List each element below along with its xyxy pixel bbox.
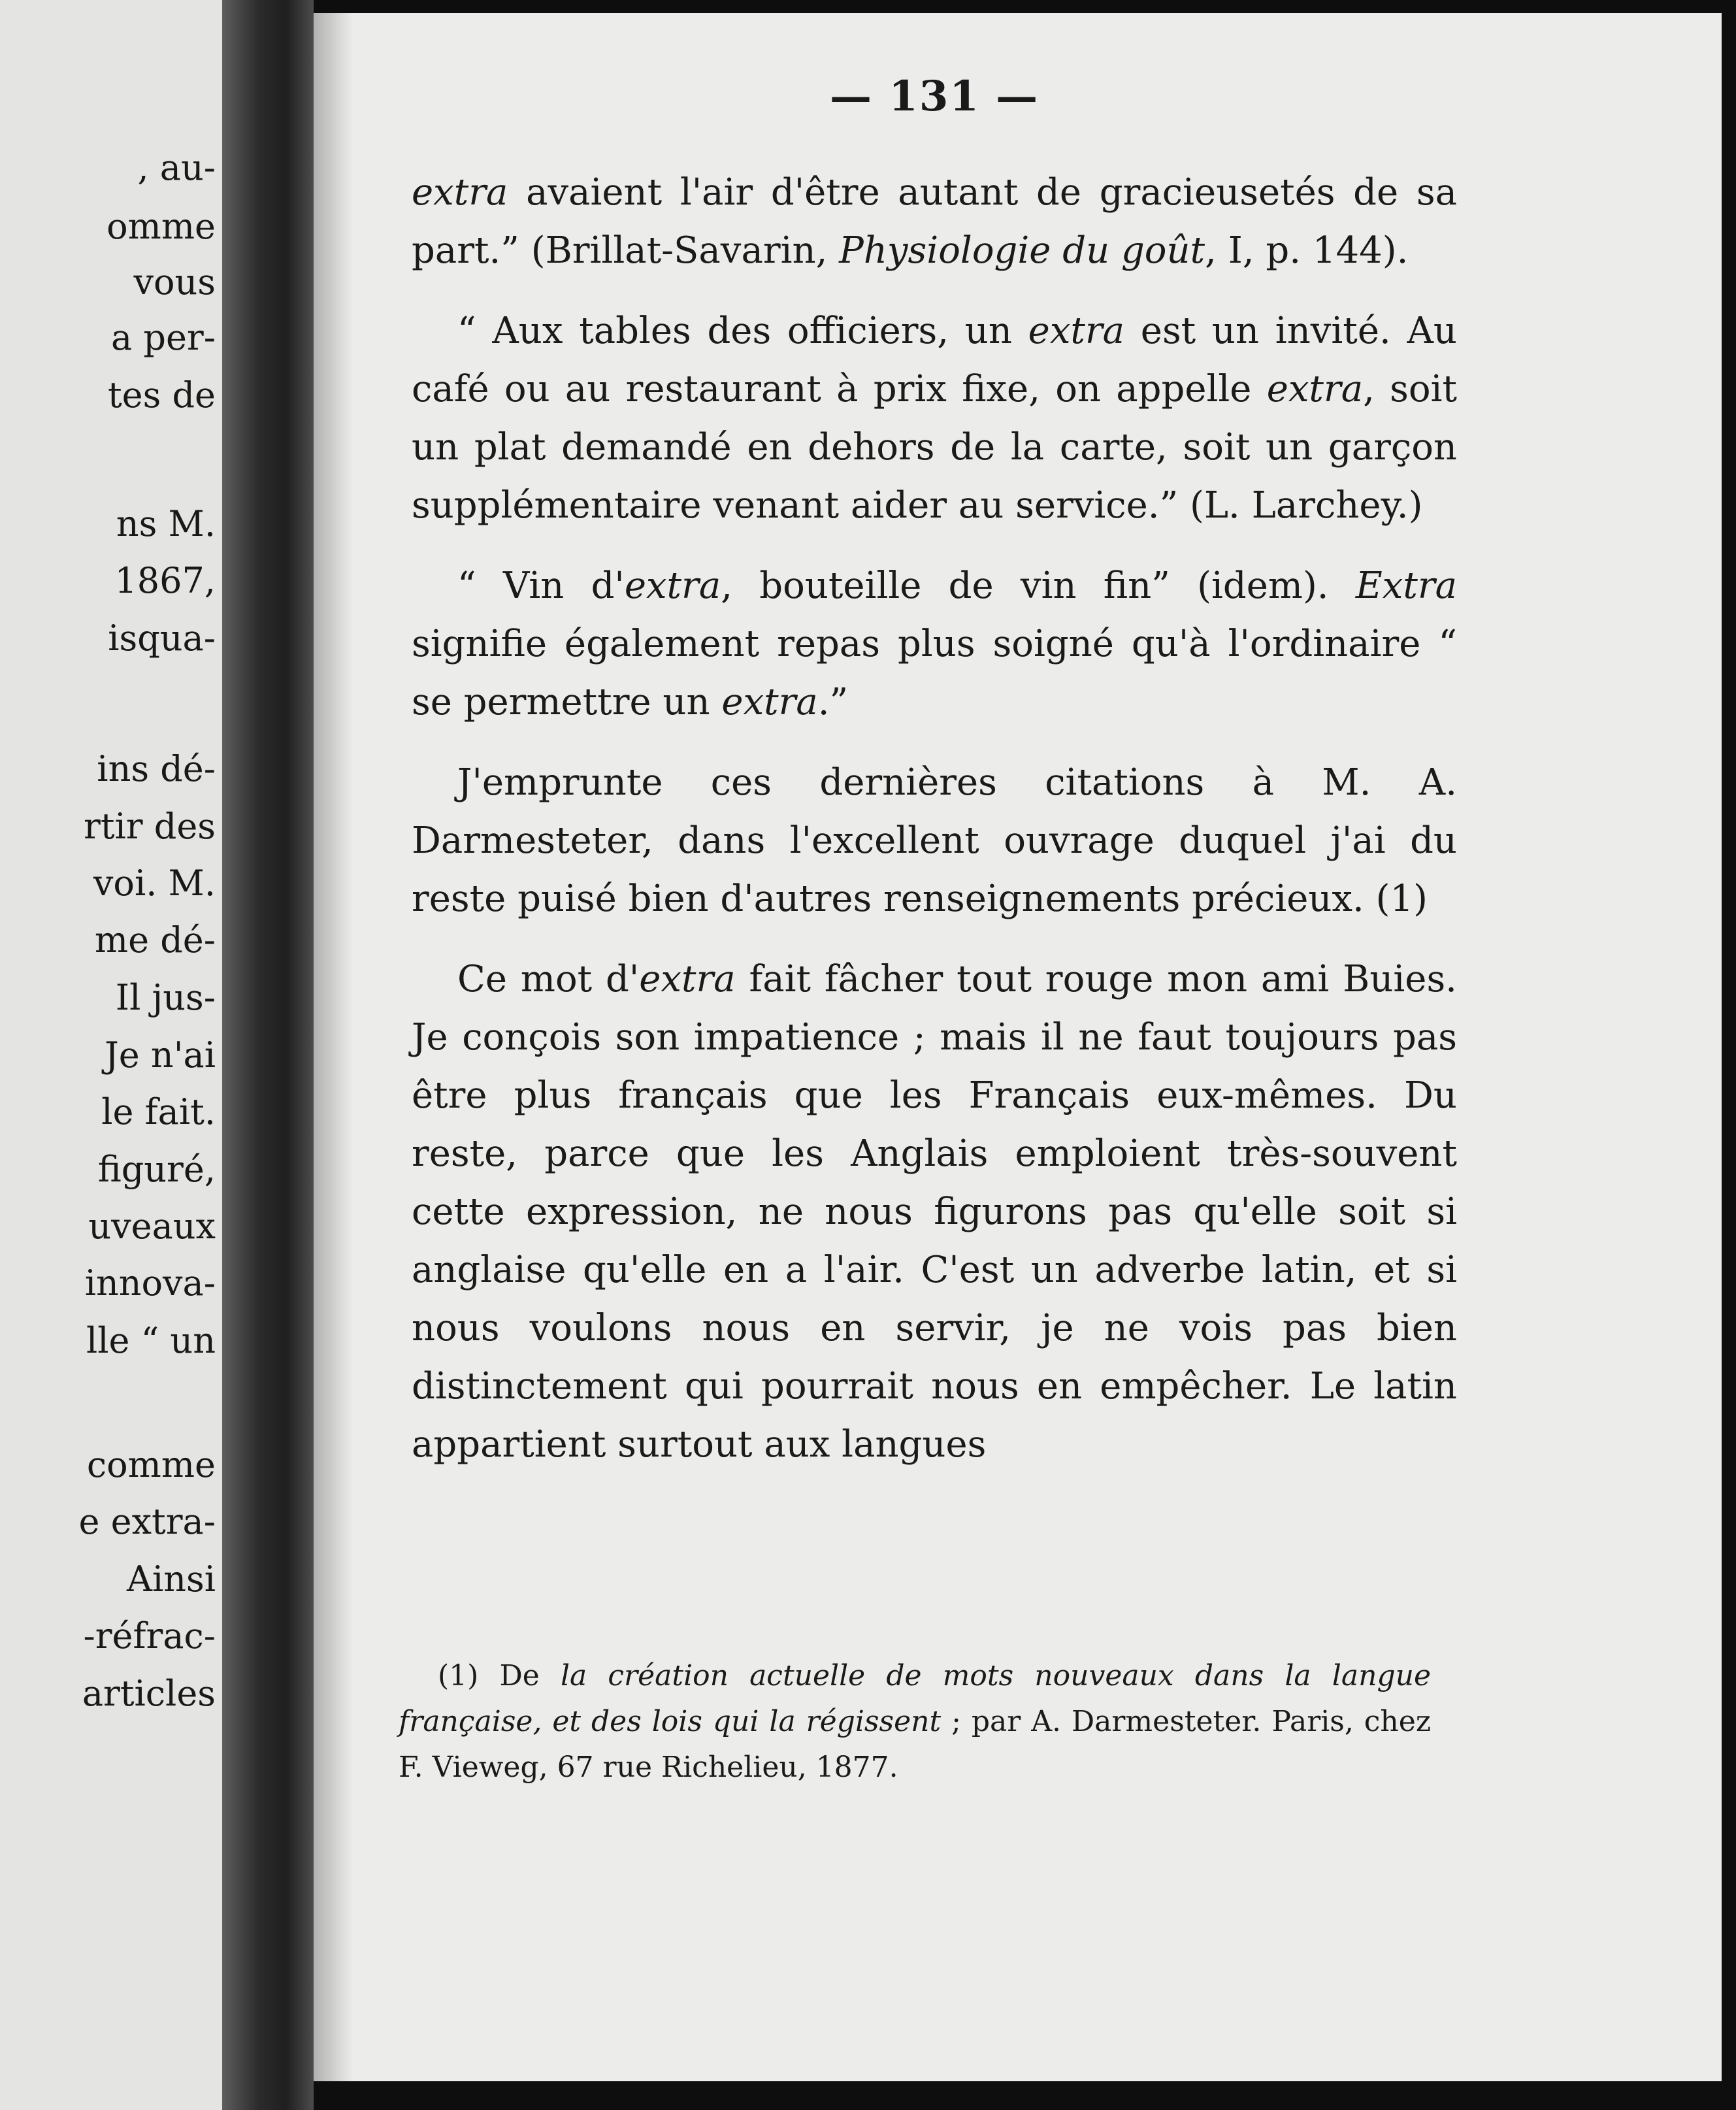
text-segment: (1) De — [438, 1659, 561, 1692]
text-segment: , I, p. 144). — [1205, 229, 1409, 272]
paragraph — [412, 163, 1457, 280]
text-segment: .” — [817, 681, 849, 723]
left-page-line: vous — [133, 261, 216, 303]
left-page-line: le fait. — [101, 1091, 216, 1132]
left-page-line: rtir des — [84, 806, 216, 847]
page-number: — 131 — — [830, 72, 1040, 121]
left-page-line: isqua- — [108, 618, 216, 659]
main-text — [412, 163, 1457, 1496]
left-page-line: Il jus- — [115, 977, 216, 1018]
text-segment: “ Vin d' — [457, 565, 625, 607]
italic-text: Physiologie du goût — [839, 229, 1205, 272]
text-segment: , soit un plat demandé en dehors de la carte, soit un garçon supplémentaire venant aider au service.” (L. Larchey.) — [412, 368, 1458, 527]
page-shadow — [314, 13, 353, 2081]
left-page-line: figuré, — [97, 1149, 216, 1190]
left-page-line: tes de — [107, 374, 216, 416]
italic-text: extra — [624, 565, 721, 607]
left-page-line: voi. M. — [93, 863, 216, 904]
paragraph — [412, 753, 1457, 928]
text-segment: est un invité. Au café ou au restaurant à prix fixe, on appelle — [412, 310, 1458, 410]
italic-text: extra — [412, 171, 508, 214]
paragraph — [412, 950, 1457, 1474]
italic-text: Extra — [1355, 565, 1457, 607]
left-page-line: ns M. — [116, 503, 216, 544]
paragraph — [412, 302, 1457, 535]
footnote-text — [399, 1653, 1431, 1790]
italic-text: extra — [1266, 368, 1364, 410]
left-page-line: innova- — [84, 1262, 216, 1304]
footnote — [399, 1653, 1431, 1790]
left-page-line: 1867, — [114, 560, 216, 601]
left-page-line: lle “ un — [86, 1320, 216, 1361]
left-page-line: comme — [86, 1444, 216, 1485]
left-page-line: me dé- — [94, 919, 216, 961]
left-page-line: omme — [106, 206, 216, 247]
text-segment: J'emprunte ces dernières citations à M. A. Darmesteter, dans l'excellent ouvrage duquel j'ai du reste puisé bien d'autres renseignements précieux. (1) — [412, 761, 1457, 920]
italic-text: extra — [1028, 310, 1125, 352]
left-page-line: Ainsi — [126, 1558, 216, 1600]
text-segment: avaient l'air d'être autant de gracieusetés de sa part.” (Brillat-Savarin, — [412, 171, 1457, 272]
text-segment: signifie également repas plus soigné qu'à l'ordinaire “ se permettre un — [412, 623, 1457, 723]
book-gutter — [222, 0, 314, 2110]
left-page-line: -réfrac- — [83, 1615, 216, 1657]
italic-text: extra — [721, 681, 818, 723]
left-page — [0, 0, 222, 2110]
text-segment: “ Aux tables des officiers, un — [457, 310, 1028, 352]
left-page-line: articles — [82, 1673, 216, 1714]
left-page-line: a per- — [111, 317, 216, 358]
left-page-line: uveaux — [88, 1206, 216, 1247]
text-segment: Ce mot d' — [457, 958, 640, 1000]
text-segment: ; par A. Darmesteter. Paris, chez F. Vieweg, 67 rue Richelieu, 1877. — [399, 1705, 1431, 1784]
left-page-line: ins dé- — [97, 748, 216, 789]
text-segment: , bouteille de vin fin” (idem). — [721, 565, 1356, 607]
left-page-line: Je n'ai — [105, 1034, 216, 1076]
paragraph — [412, 557, 1457, 731]
italic-text: extra — [639, 958, 736, 1000]
left-page-line: e extra- — [78, 1501, 216, 1542]
text-segment: fait fâcher tout rouge mon ami Buies. Je conçois son impatience ; mais il ne faut toujours pas être plus français que les Français eux-mêmes. Du reste, parce que les Anglais emploient très-souvent cette expression, ne nous figurons pas qu'elle soit si anglaise qu'elle en a l'air. C'est un adverbe latin, et si nous voulons nous en servir, je ne vois pas bien distinctement qui pourrait nous en empêcher. Le latin appartient surtout aux langues — [412, 958, 1457, 1466]
italic-text: la création actuelle de mots nouveaux dans la langue française, et des lois qui la régissent — [399, 1659, 1431, 1738]
left-page-line: , au- — [137, 147, 216, 188]
